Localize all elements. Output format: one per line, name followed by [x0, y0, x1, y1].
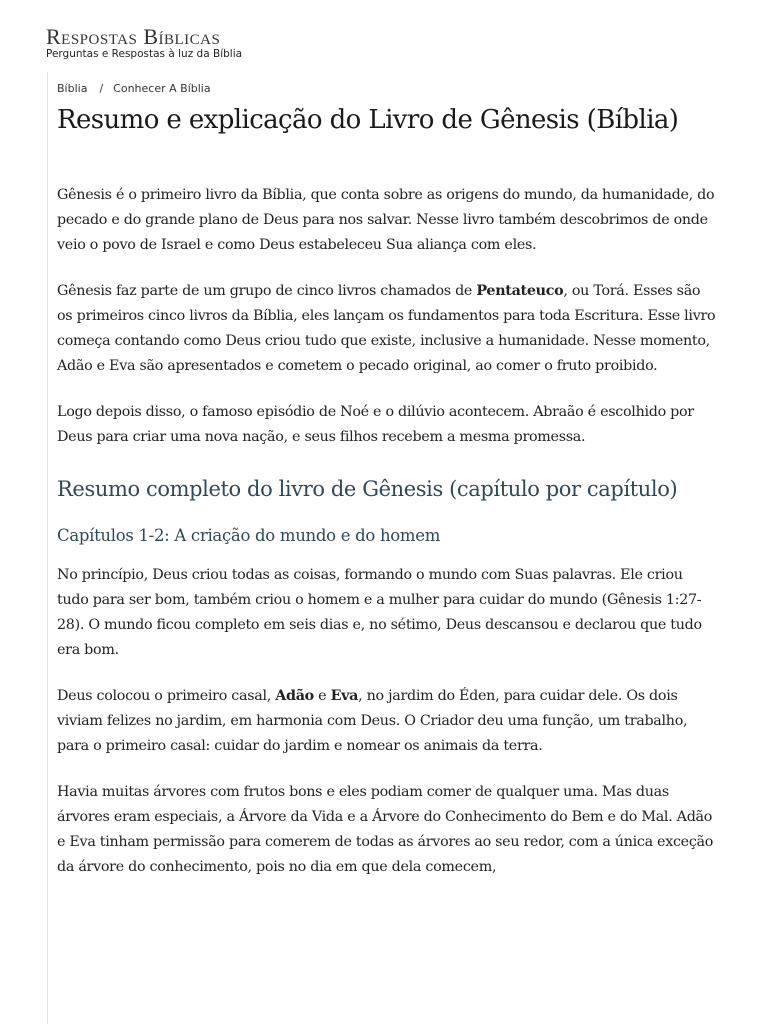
pentateuco-bold: Pentateuco — [476, 283, 564, 299]
chapter-paragraph-1: No princípio, Deus criou todas as coisas, formando o mundo com Suas palavras. Ele criou tudo para ser bom, também criou o homem e a mulher para cuidar do mundo (Gênesis 1:27-28). O mundo ficou completo em seis dias e, no sétimo, Deus descansou e declarou que tudo era bom. — [57, 567, 702, 658]
intro-paragraph-3: Logo depois disso, o famoso episódio de Noé e o dilúvio acontecem. Abraão é escolhido por Deus para criar uma nova nação, e seus filhos recebem a mesma promessa. — [57, 404, 694, 445]
chapter-paragraph-2 — [57, 684, 717, 759]
site-header — [46, 24, 346, 60]
chapter-paragraph-2-text-mid: e — [313, 688, 331, 704]
section-title: Resumo completo do livro de Gênesis (capítulo por capítulo) — [57, 477, 678, 501]
page-title: Resumo e explicação do Livro de Gênesis (Bíblia) — [57, 105, 679, 135]
breadcrumb — [57, 82, 727, 96]
site-logo-link[interactable]: Respostas Bíblicas — [46, 24, 221, 49]
breadcrumb-item-conhecer-a-biblia[interactable]: Conhecer A Bíblia — [113, 82, 211, 95]
breadcrumb-item-biblia[interactable]: Bíblia — [57, 82, 88, 95]
intro-paragraph-2-text-after: , ou Torá. Esses são os primeiros cinco livros da Bíblia, eles lançam os fundamentos para toda Escritura. Esse livro começa contando como Deus criou tudo que existe, inclusive a humanidade. Nesse momento, Adão e Eva são apresentados e cometem o pecado original, ao comer o fruto proibido. — [57, 283, 716, 374]
intro-paragraph-2 — [57, 279, 717, 379]
adao-bold: Adão — [275, 688, 314, 704]
subsection-title: Capítulos 1-2: A criação do mundo e do homem — [57, 526, 441, 545]
site-tagline: Perguntas e Respostas à luz da Bíblia — [46, 48, 243, 60]
chapter-paragraph-2-text-before: Deus colocou o primeiro casal, — [57, 688, 276, 704]
eva-bold: Eva — [330, 688, 359, 704]
breadcrumb-separator: / — [99, 82, 104, 95]
main-content — [47, 72, 727, 1024]
intro-paragraph-2-text-before: Gênesis faz parte de um grupo de cinco livros chamados de — [57, 283, 477, 299]
intro-paragraph-1: Gênesis é o primeiro livro da Bíblia, que conta sobre as origens do mundo, da humanidade, do pecado e do grande plano de Deus para nos salvar. Nesse livro também descobrimos de onde veio o povo de Israel e como Deus estabeleceu Sua aliança com eles. — [57, 187, 715, 253]
chapter-paragraph-3: Havia muitas árvores com frutos bons e eles podiam comer de qualquer uma. Mas duas árvores eram especiais, a Árvore da Vida e a Árvore do Conhecimento do Bem e do Mal. Adão e Eva tinham permissão para comerem de todas as árvores ao seu redor, com a única exceção da árvore do conhecimento, pois no dia em que dela comecem, — [57, 784, 714, 875]
chapter-paragraph-2-text-after: , no jardim do Éden, para cuidar dele. Os dois viviam felizes no jardim, em harmonia com Deus. O Criador deu uma função, um trabalho, para o primeiro casal: cuidar do jardim e nomear os animais da terra. — [57, 688, 688, 754]
